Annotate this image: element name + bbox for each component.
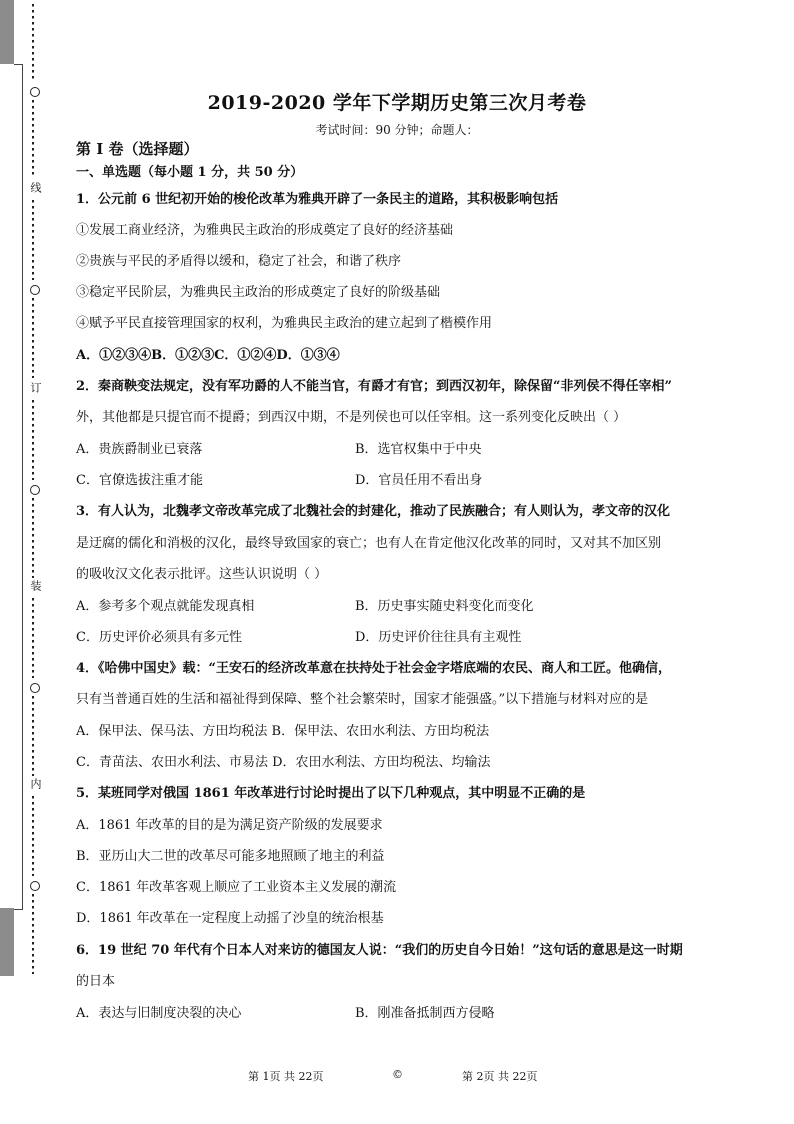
question-1-statement-4: ④赋予平民直接管理国家的权利，为雅典民主政治的建立起到了楷模作用	[76, 316, 493, 331]
question-6-option-a: A．表达与旧制度决裂的决心	[76, 1006, 242, 1021]
question-5-option-d: D．1861 年改革在一定程度上动摇了沙皇的统治根基	[76, 911, 384, 926]
question-2-option-d: D．官员任用不看出身	[355, 473, 483, 488]
binding-mark-zhuang: 装	[29, 580, 42, 591]
question-2-stem-line-1: 2．秦商鞅变法规定，没有军功爵的人不能当官，有爵才有官；到西汉初年，除保留“非列侯不得任宰相”	[76, 379, 673, 394]
binding-dotted-line	[28, 0, 42, 980]
binding-mark-nei: 内	[29, 778, 42, 789]
question-1-statement-1: ①发展工商业经济，为雅典民主政治的形成奠定了良好的经济基础	[76, 223, 454, 238]
question-3-option-c: C．历史评价必须具有多元性	[76, 630, 242, 645]
footer-page-right: 第 2页 共 22页	[462, 1070, 538, 1083]
question-1-statement-2: ②贵族与平民的矛盾得以缓和，稳定了社会，和谐了秩序	[76, 254, 402, 269]
question-4-stem-line-1: 4．《哈佛中国史》载：“王安石的经济改革意在扶持处于社会金字塔底端的农民、商人和工匠。他确信，	[76, 661, 672, 676]
question-5-option-b: B．亚历山大二世的改革尽可能多地照顾了地主的利益	[76, 849, 385, 864]
question-2-option-a: A．贵族爵制业已衰落	[76, 442, 203, 457]
question-4-options-line-1: A．保甲法、保马法、方田均税法 B．保甲法、农田水利法、方田均税法	[76, 724, 490, 739]
question-2-stem-line-2: 外，其他都是只提官而不提爵；到西汉中期，不是列侯也可以任宰相。这一系列变化反映出（ ）	[76, 410, 627, 425]
binding-circle-icon	[28, 878, 42, 894]
binding-mark-ding: 订	[29, 382, 42, 393]
question-4-options-line-2: C．青苗法、农田水利法、市易法 D．农田水利法、方田均税法、均输法	[76, 755, 491, 770]
question-2-option-b: B．选官权集中于中央	[355, 442, 482, 457]
question-3-option-a: A．参考多个观点就能发现真相	[76, 599, 255, 614]
question-4-stem-line-2: 只有当普通百姓的生活和福祉得到保障、整个社会繁荣时，国家才能强盛。”以下措施与材料对应的是	[76, 692, 649, 707]
question-1-options: A．①②③④B．①②③C．①②④D．①③④	[76, 348, 340, 363]
section-subtitle: 一、单选题（每小题 1 分，共 50 分）	[76, 165, 304, 180]
question-1-statement-3: ③稳定平民阶层，为雅典民主政治的形成奠定了良好的阶级基础	[76, 285, 441, 300]
question-3-stem-line-1: 3．有人认为，北魏孝文帝改革完成了北魏社会的封建化，推动了民族融合；有人则认为，孝文帝的汉化	[76, 504, 671, 519]
binding-mark-xian: 线	[29, 182, 42, 193]
question-3-stem-line-2: 是迂腐的儒化和消极的汉化，最终导致国家的衰亡；也有人在肯定他汉化改革的同时，又对其不加区别	[76, 536, 662, 551]
question-6-option-b: B．刚准备抵制西方侵略	[355, 1006, 495, 1021]
question-5-option-a: A．1861 年改革的目的是为满足资产阶级的发展要求	[76, 818, 383, 833]
question-6-stem-line-1: 6．19 世纪 70 年代有个日本人对来访的德国友人说：“我们的历史自今日始！”这句话的意思是这一时期	[76, 943, 683, 958]
binding-circle-icon	[28, 680, 42, 696]
exam-meta: 考试时间：90 分钟；命题人：	[315, 123, 479, 137]
exam-title: 2019-2020 学年下学期历史第三次月考卷	[207, 92, 587, 114]
question-5-stem: 5．某班同学对俄国 1861 年改革进行讨论时提出了以下几种观点，其中明显不正确的是	[76, 786, 586, 801]
section-title: 第 I 卷（选择题）	[76, 140, 199, 158]
binding-circle-icon	[28, 482, 42, 498]
footer-page-left: 第 1页 共 22页	[248, 1070, 324, 1083]
footer-copyright: ©	[392, 1068, 403, 1081]
question-1-stem: 1．公元前 6 世纪初开始的梭伦改革为雅典开辟了一条民主的道路，其积极影响包括	[76, 192, 559, 207]
binding-bar-bottom	[0, 908, 14, 976]
binding-bar-top	[0, 0, 14, 64]
question-2-option-c: C．官僚选拔注重才能	[76, 473, 203, 488]
question-3-stem-line-3: 的吸收汉文化表示批评。这些认识说明（ ）	[76, 567, 328, 582]
question-6-stem-line-2: 的日本	[76, 974, 116, 989]
binding-circle-icon	[28, 282, 42, 298]
binding-frame	[14, 64, 23, 910]
question-3-option-d: D．历史评价往往具有主观性	[355, 630, 522, 645]
question-5-option-c: C．1861 年改革客观上顺应了工业资本主义发展的潮流	[76, 880, 397, 895]
question-3-option-b: B．历史事实随史料变化而变化	[355, 599, 534, 614]
